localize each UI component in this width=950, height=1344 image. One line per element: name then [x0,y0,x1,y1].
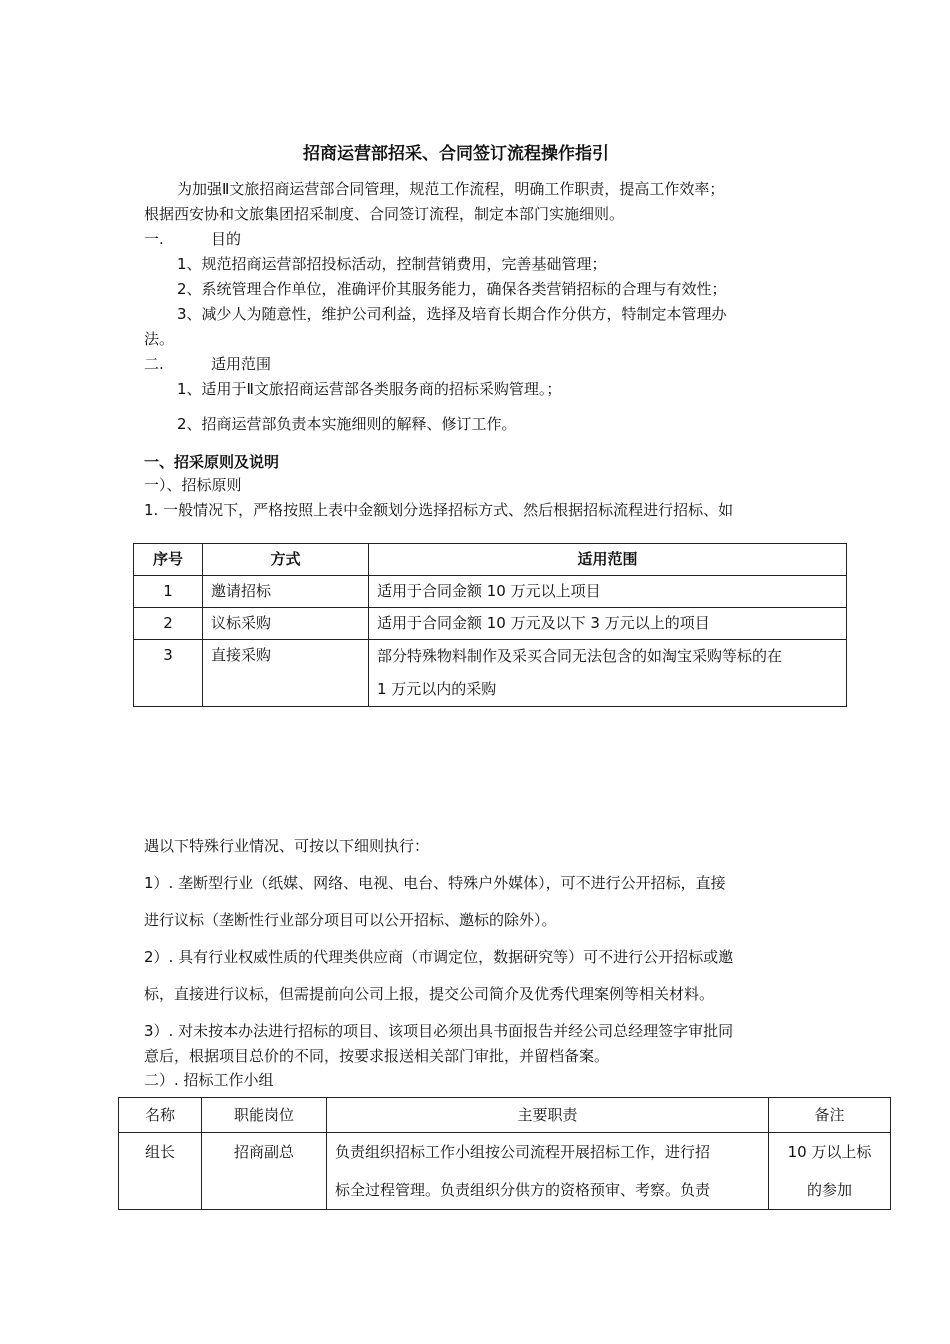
special-p2-line-2: 标，直接进行议标，但需提前向公司上报，提交公司简介及优秀代理案例等相关材料。 [144,985,715,1003]
part1-sub1: 一）、招标原则 [144,476,242,494]
special-p3-line-2: 意后，根据项目总价的不同，按要求报送相关部门审批，并留档备案。 [144,1047,610,1065]
special-p3-line-1: 3）. 对未按本办法进行招标的项目、该项目必须出具书面报告并经公司总经理签字审批同 [144,1022,734,1040]
section1-item-3-cont: 法。 [144,330,175,348]
special-p2-line-1: 2）. 具有行业权威性质的代理类供应商（市调定位，数据研究等）可不进行公开招标或邀 [144,948,734,966]
tender-method-table [133,543,847,707]
header-scope: 适用范围 [369,544,847,576]
header-duty: 主要职责 [327,1098,769,1133]
row-scope: 适用于合同金额 10 万元以上项目 [369,576,847,608]
section2-item-1: 1、适用于Ⅱ文旅招商运营部各类服务商的招标采购管理。； [177,380,562,398]
row-duty-line-1: 负责组织招标工作小组按公司流程开展招标工作，进行招 [335,1143,711,1161]
section1-item-2: 2、系统管理合作单位，准确评价其服务能力，确保各类营销招标的合理与有效性； [177,280,727,298]
row-no: 3 [134,640,203,707]
section2-item-2: 2、招商运营部负责本实施细则的解释、修订工作。 [177,415,517,433]
tender-team-table [118,1097,891,1210]
section1-item-3: 3、减少人为随意性，维护公司利益，选择及培育长期合作分供方，特制定本管理办 [177,305,727,323]
row-note-line-1: 10 万以上标 [787,1143,872,1161]
row-method: 邀请招标 [203,576,369,608]
section2-number: 二. [144,355,164,373]
section1-number: 一. [144,230,164,248]
row-duty [327,1133,769,1210]
table-row [134,640,847,707]
section2-heading: 适用范围 [211,355,272,373]
section1-heading: 目的 [211,230,242,248]
table-row [134,608,847,640]
row-note-line-2: 的参加 [806,1181,852,1199]
row-duty-line-2: 标全过程管理。负责组织分供方的资格预审、考察。负责 [335,1181,711,1199]
table-header-row [134,544,847,576]
special-p1-line-1: 1）. 垄断型行业（纸媒、网络、电视、电台、特殊户外媒体），可不进行公开招标，直接 [144,874,726,892]
special-lead: 遇以下特殊行业情况、可按以下细则执行： [144,837,430,855]
row-note [769,1133,891,1210]
header-note: 备注 [769,1098,891,1133]
part1-heading: 一、招采原则及说明 [144,453,280,471]
page-title: 招商运营部招采、合同签订流程操作指引 [303,144,609,164]
part1-sub2: 二）. 招标工作小组 [144,1071,274,1089]
section1-item-1: 1、规范招商运营部招投标活动，控制营销费用，完善基础管理； [177,255,607,273]
table-header-row [119,1098,891,1133]
header-no: 序号 [134,544,203,576]
row-name: 组长 [119,1133,202,1210]
row-no: 2 [134,608,203,640]
special-p1-line-2: 进行议标（垄断性行业部分项目可以公开招标、邀标的除外）。 [144,911,557,929]
intro-line-2: 根据西安协和文旅集团招采制度、合同签订流程，制定本部门实施细则。 [144,205,625,223]
row-post: 招商副总 [202,1133,327,1210]
table-row [119,1133,891,1210]
table-row [134,576,847,608]
part1-para1: 1. 一般情况下，严格按照上表中金额划分选择招标方式、然后根据招标流程进行招标、如 [144,501,734,519]
header-method: 方式 [203,544,369,576]
row-method: 议标采购 [203,608,369,640]
row-scope [369,640,847,707]
row-scope-line-1: 部分特殊物料制作及采买合同无法包含的如淘宝采购等标的在 [377,647,783,665]
intro-line-1: 为加强Ⅱ文旅招商运营部合同管理，规范工作流程，明确工作职责，提高工作效率； [177,180,725,198]
row-no: 1 [134,576,203,608]
row-method: 直接采购 [203,640,369,707]
header-post: 职能岗位 [202,1098,327,1133]
header-name: 名称 [119,1098,202,1133]
row-scope-line-2: 1 万元以内的采购 [377,680,497,698]
row-scope: 适用于合同金额 10 万元及以下 3 万元以上的项目 [369,608,847,640]
